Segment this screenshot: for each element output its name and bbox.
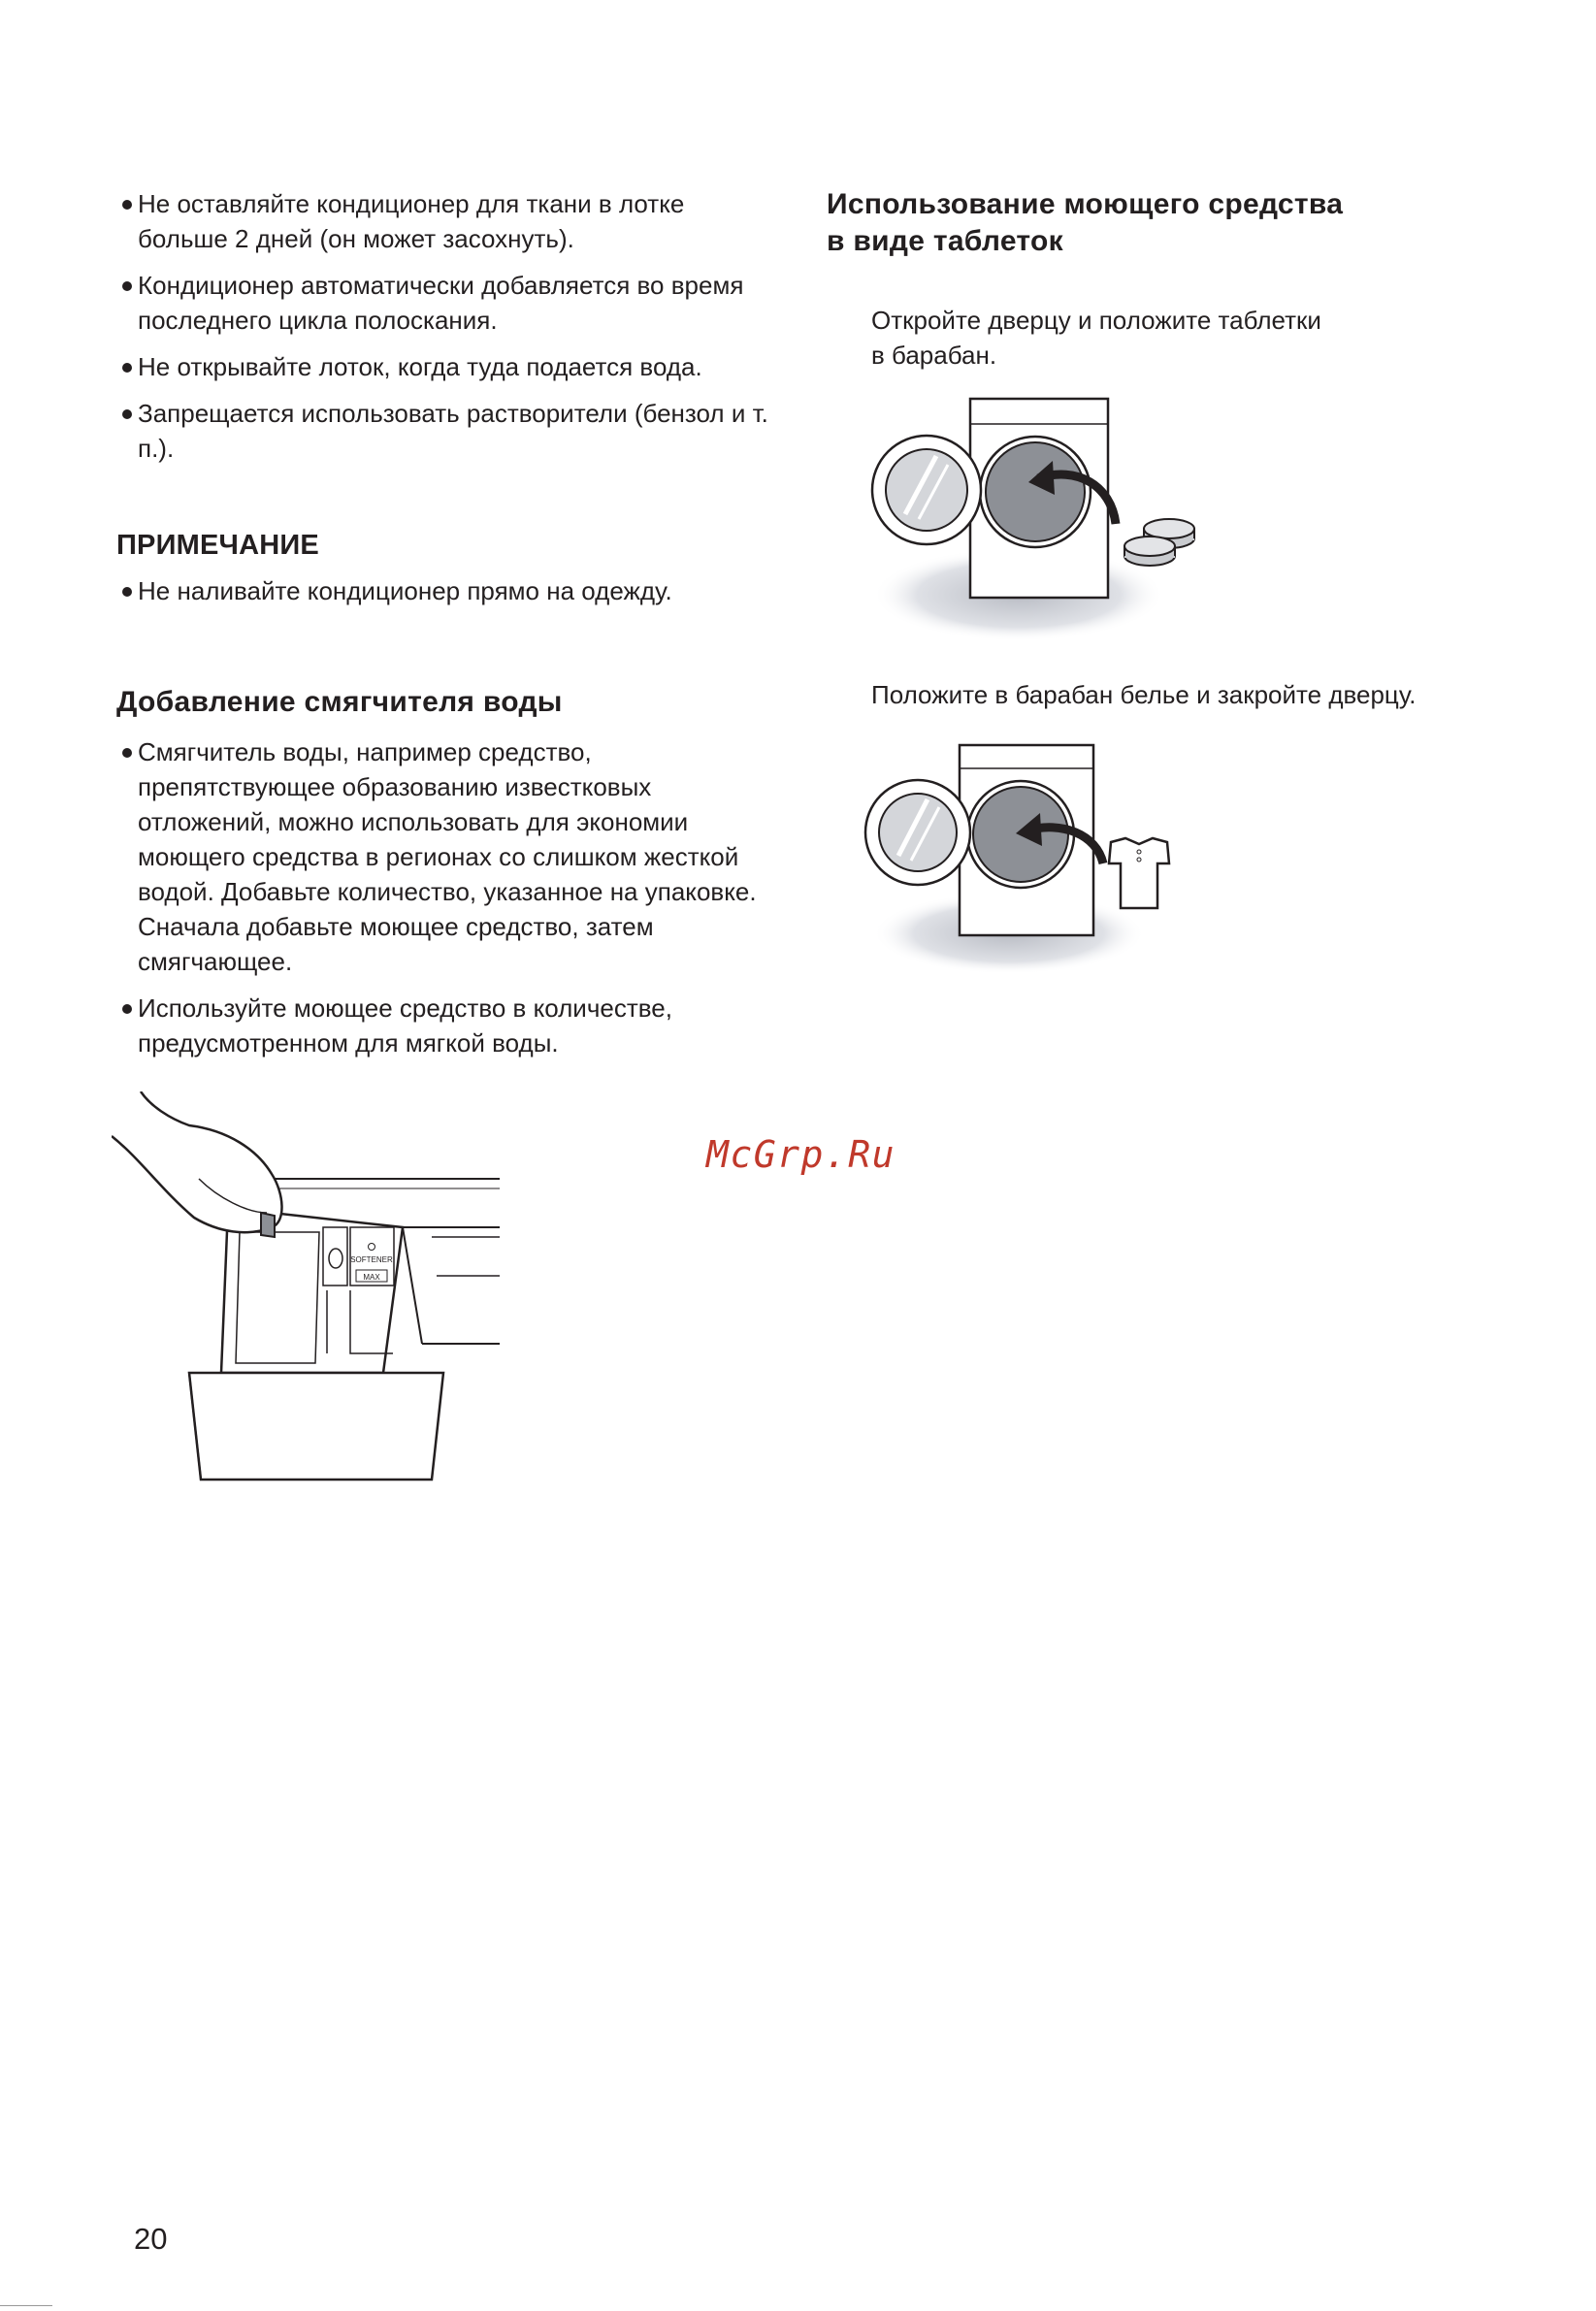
list-item: Не оставляйте кондиционер для ткани в лотке больше 2 дней (он может засохнуть). — [116, 186, 776, 256]
bottom-rule — [0, 2305, 52, 2306]
detergent-drawer-illustration — [112, 1091, 509, 1499]
step1-line2: в барабан. — [871, 341, 997, 370]
page-number: 20 — [134, 2222, 168, 2256]
drum — [986, 442, 1085, 541]
washer-laundry-illustration — [863, 737, 1213, 980]
list-item: Смягчитель воды, например средство, препятствующее образованию известковых отложений, можно использовать для экономии моющего средства в регионах со слишком жесткой водой. Добавьте количество, указанное на упаковке. Сначала добавьте моющее средство, затем смягчающее. — [116, 734, 776, 979]
max-label: MAX — [363, 1273, 380, 1282]
watermark: McGrp.Ru — [706, 1133, 896, 1176]
list-item: Запрещается использовать растворители (бензол и т. п.). — [116, 396, 776, 466]
washer-tablets-illustration — [868, 393, 1218, 645]
note-list — [116, 573, 776, 608]
softener-section-list — [116, 734, 776, 1060]
note-title: ПРИМЕЧАНИЕ — [116, 530, 319, 561]
tablets-title-line2: в виде таблеток — [827, 225, 1063, 257]
drawer-front — [189, 1373, 443, 1480]
softener-compartment — [323, 1227, 347, 1286]
list-item: Кондиционер автоматически добавляется во время последнего цикла полоскания. — [116, 268, 776, 338]
tablets-step1-text — [827, 303, 1512, 373]
softener-section-title: Добавление смягчителя воды — [116, 686, 563, 718]
tablets-title-line1: Использование моющего средства — [827, 188, 1344, 220]
softener-tips-list — [116, 186, 776, 466]
tshirt-icon — [1109, 838, 1169, 908]
list-item: Не наливайте кондиционер прямо на одежду. — [116, 573, 776, 608]
list-item: Не открывайте лоток, когда туда подается вода. — [116, 349, 776, 384]
softener-label: SOFTENER — [350, 1255, 393, 1264]
left-column — [116, 186, 776, 1072]
right-column — [827, 186, 1506, 260]
tablets-step2-text: Положите в барабан белье и закройте дверцу. — [871, 680, 1417, 709]
tablets-section-title — [827, 186, 1506, 260]
drawer-handle — [261, 1213, 275, 1237]
tablet-icon — [1124, 537, 1175, 566]
step1-line1: Откройте дверцу и положите таблетки — [871, 306, 1321, 335]
list-item: Используйте моющее средство в количестве, предусмотренном для мягкой воды. — [116, 991, 776, 1060]
